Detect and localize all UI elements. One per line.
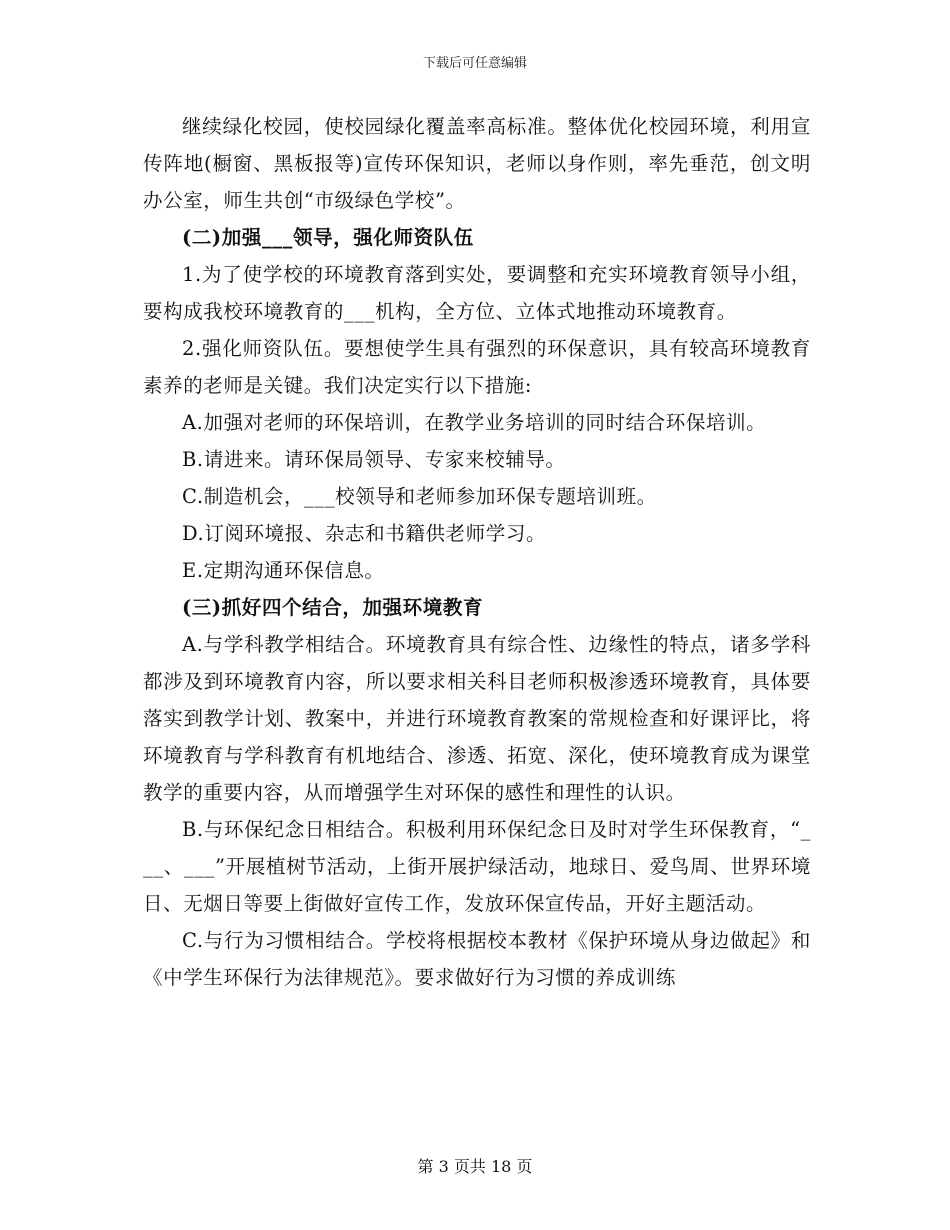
list-item-c: C.制造机会，___校领导和老师参加环保专题培训班。	[182, 485, 657, 508]
paragraph-subject-teaching: A.与学科教学相结合。环境教育具有综合性、边缘性的特点，诸多学科都涉及到环境教育内容，所以要求相关科目老师积极渗透环境教育，具体要落实到教学计划、教案中，并进行环境教育教案的常规检查和好课评比，将环境教育与学科教育有机地结合、渗透、拓宽、深化，使环境教育成为课堂教学的重要内容，从而增强学生对环保的感性和理性的认识。	[143, 633, 811, 804]
header-note: 下载后可任意编辑	[422, 56, 527, 71]
list-item-d: D.订阅环境报、杂志和书籍供老师学习。	[182, 522, 547, 545]
paragraph-teacher-team: 2.强化师资队伍。要想使学生具有强烈的环保意识，具有较高环境教育素养的老师是关键。我们决定实行以下措施:	[143, 337, 811, 397]
list-item-a: A.加强对老师的环保培训，在教学业务培训的同时结合环保培训。	[182, 411, 767, 434]
section-heading-3: (三)抓好四个结合，加强环境教育	[182, 596, 484, 619]
document-body	[143, 108, 811, 996]
paragraph-behavior-habits: C.与行为习惯相结合。学校将根据校本教材《保护环境从身边做起》和《中学生环保行为法律规范》。要求做好行为习惯的养成训练	[143, 929, 811, 989]
paragraph-leadership-group: 1.为了使学校的环境教育落到实处，要调整和充实环境教育领导小组，要构成我校环境教育的___机构，全方位、立体式地推动环境教育。	[143, 263, 811, 323]
page-number: 第 3 页共 18 页	[417, 1157, 533, 1176]
paragraph-green-campus: 继续绿化校园，使校园绿化覆盖率高标准。整体优化校园环境，利用宣传阵地(橱窗、黑板报等)宣传环保知识，老师以身作则，率先垂范，创文明办公室，师生共创“市级绿色学校”。	[143, 115, 811, 212]
list-item-e: E.定期沟通环保信息。	[182, 559, 385, 582]
paragraph-environment-days: B.与环保纪念日相结合。积极利用环保纪念日及时对学生环保教育，“___、___”开展植树节活动，上街开展护绿活动，地球日、爱鸟周、世界环境日、无烟日等要上街做好宣传工作，发放环保宣传品，开好主题活动。	[143, 818, 811, 915]
list-item-b: B.请进来。请环保局领导、专家来校辅导。	[182, 448, 566, 471]
section-heading-2: (二)加强___领导，强化师资队伍	[182, 226, 474, 249]
